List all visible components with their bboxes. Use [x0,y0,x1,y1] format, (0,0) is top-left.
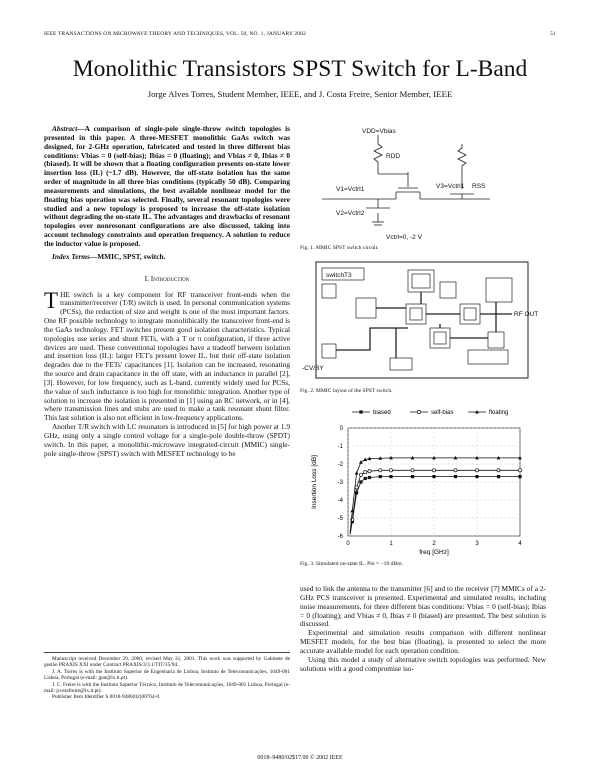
data-point-biased [518,475,521,478]
fig1-label-v2: V2=Vctrl2 [336,210,365,217]
y-tick-label: 0 [339,426,343,432]
figure-1-circuit [300,122,558,242]
footnote-manuscript: Manuscript received December 29, 2000; revised May 31, 2001. This work was supported by Gabinete de gestão PRAXIS XXI under Contract PRAXIS/3/3.1/TIT/35/94. [44,656,290,669]
data-point-biased [475,475,478,478]
data-point-self-bias [411,469,414,472]
x-tick-label: 3 [475,541,479,547]
y-tick-label: -2 [337,462,343,468]
data-point-self-bias [359,473,362,476]
right-column [300,585,546,673]
fig1-label-v1: V1=Vctrl1 [336,186,365,193]
data-point-biased [379,475,382,478]
copyright-footer: 0018–9480/02$17.00 © 2002 IEEE [257,755,343,761]
left-column [44,125,290,459]
figure-2-layout [300,258,558,384]
abstract-label: Abstract— [52,124,85,133]
data-point-biased [364,477,367,480]
right-paragraph-3: Using this model a study of alternative switch topologies was performed. New solutions with a good compromise iso- [300,654,546,673]
fig2-label-left-port: -CV/BY [302,365,324,372]
drop-cap: T [44,287,59,313]
series-line-self-bias [350,470,520,534]
figure-3-caption: Fig. 3. Simulated on-state IL. Pin = −10 dBm. [300,561,403,567]
legend-entry-biased: biased [373,410,391,416]
legend-marker-biased [359,410,362,413]
fig1-label-rss: RSS [472,183,486,190]
fig1-label-vdd: VDD=Vbias [362,128,396,135]
data-point-biased [389,475,392,478]
x-tick-label: 2 [432,541,436,547]
x-axis-label: freq [GHz] [419,549,449,556]
data-point-self-bias [475,469,478,472]
chart-legend [352,410,508,416]
data-point-biased [454,475,457,478]
figure-1-caption: Fig. 1. MMIC SPST switch circuit. [300,245,379,251]
legend-marker-self-bias [417,410,420,413]
footnote-freire: J. C. Freire is with the Instituto Superior Técnico, Instituto de Telecomunicações, 1049-001 Lisboa, Portugal (e-mail: jcostafreire@lx.it.pt). [44,681,290,695]
x-tick-label: 4 [518,541,522,547]
intro-paragraph-2: Another T/R switch with LC resonators is introduced in [5] for high power at 1.9 GHz, using only a single control voltage for a single-pole double-throw (SPDT) switch. In this paper, a monolithic-microwave integrated-circuit (MMIC) single-pole single-throw (SPST) switch with MESFET technology to be [44,422,290,458]
right-paragraph-1: used to link the antenna to the transmitter [6] and to the receiver [7] MMICs of a 2-GHz PCS transceiver is presented. Experimental and simulated results, including noise measurements, for three different bias conditions: Vbias = 0 (self-bias); Ibias = 0 (floating); and Vbias ≠ 0, Ibias ≠ 0 (biased) are presented. The best solution is discussed. [300,584,546,629]
fig1-label-vctrl: Vctrl=0, -2 V [386,234,422,241]
y-tick-label: -3 [337,480,343,486]
running-header: IEEE TRANSACTIONS ON MICROWAVE THEORY AND TECHNIQUES, VOL. 50, NO. 1, JANUARY 2002 [44,31,306,37]
data-point-self-bias [518,469,521,472]
data-point-self-bias [432,469,435,472]
y-tick-label: -4 [337,498,343,504]
index-terms [44,253,290,262]
series-self-bias [350,469,521,535]
data-point-floating [355,471,359,475]
x-tick-label: 1 [389,541,393,547]
footnotes [44,652,290,701]
data-point-self-bias [364,471,367,474]
series-floating [350,456,522,533]
chart-series [350,456,522,534]
page-number: 51 [550,31,556,37]
data-point-self-bias [368,470,371,473]
y-tick-label: -5 [337,516,343,522]
intro-paragraph-1-text: HE switch is a key component for RF transceiver front-ends when the transmitter/receiver (T/R) switch is used. In personal communication systems (PCSs), the reduction of size and weight is one of the most important factors. One RF possible technology to integrate monolithically the transceiver front-end is the GaAs technology. FET switches present good isolation characteristics. Typical topologies use series and shunt FETs, with a T or π configuration, if three active devices are used. These conventional topologies have a tradeoff between isolation and insertion loss (IL): larger FET's present lower IL, but their off-state isolation degrades due to the FETs' capacitances [1]. Isolation can be increased, resonating the source and drain capacitance in the off state, with an inductance in parallel [2], [3]. However, for low frequency, such as L-band, currently widely used for PCSs, the value of such inductance is too high for monolithic integration. Another type of solution to increase the isolation is presented in [1] using an RC network, or in [4], where transmission lines and stubs are used to make a tank resonant shunt filter. This last solution is also not efficient in low-frequency applications. [44,289,290,423]
legend-entry-self-bias: self-bias [431,410,454,416]
abstract-text: A comparison of single-pole single-throw switch topologies is presented in this paper. A three-MESFET monolithic GaAs switch was designed, for 2-GHz operation, fabricated and tested in three different bias conditions: Vbias = 0 (self-bias); Ibias = 0 (floating); and Vbias ≠ 0, Ibias ≠ 0 (biased). It will be shown that a floating configuration presents on-state lower insertion loss (IL) (~1.7 dB). However, the off-state isolation has the same order of magnitude in all three bias conditions (typically 50 dB). Comparing measurements and simulations, the best available nonlinear model for the floating bias operation was selected. Finally, several resonant topologies were studied and a new topology is proposed to increase the off-state isolation without degrading the on-state IL. The advantages and drawbacks of resonant topologies over nonresonant configurations are also discussed, taking into account technology constraints and operation frequency. A solution to reduce the inductor value is proposed. [44,124,290,248]
fig1-label-rdd: RDD [386,153,401,160]
paper-title: Monolithic Transistors SPST Switch for L-Band [72,56,528,82]
index-terms-label: Index Terms— [52,251,98,261]
data-point-biased [359,480,362,483]
data-point-self-bias [454,469,457,472]
abstract [44,125,290,249]
data-point-biased [497,475,500,478]
figure-2-caption: Fig. 2. MMIC layout of the SPST switch. [300,388,393,394]
y-tick-label: -6 [337,534,343,540]
data-point-self-bias [379,469,382,472]
data-point-biased [368,476,371,479]
data-point-self-bias [497,469,500,472]
right-paragraph-2: Experimental and simulation results comparison with different nonlinear MESFET models, for the best bias (floating), is presented to select the more accurate available model for each operation condition. [300,628,546,655]
chart-ticks [338,426,523,547]
chart-grid [348,428,520,536]
series-line-biased [350,477,520,535]
intro-paragraph-1 [44,287,290,424]
index-terms-text: MMIC, SPST, switch. [97,251,166,261]
y-tick-label: -1 [337,444,343,450]
data-point-biased [432,475,435,478]
fig1-label-v3: V3=Vctrl1 [436,183,465,190]
fig2-label-switch: switchT3 [326,272,352,279]
data-point-biased [411,475,414,478]
section-heading-introduction: I. Introduction [144,273,190,283]
footnote-torres: J. A. Torres is with the Instituto Superior de Engenharia de Lisboa, Instituto de Telecomunicações, 1049-001 Lisboa, Portugal (e-mail: jpat@lx.it.pt). [44,668,290,682]
series-biased [350,475,521,534]
figure-3-chart [300,400,558,558]
x-tick-label: 0 [346,541,350,547]
author-line: Jorge Alves Torres, Student Member, IEEE, and J. Costa Freire, Senior Member, IEEE [147,89,453,99]
footnote-publisher: Publisher Item Identifier S 0018-9480(02)00764-0. [52,694,161,701]
legend-entry-floating: floating [489,410,509,416]
fig2-label-rf-out: RF OUT [514,311,539,318]
data-point-floating [359,460,363,464]
y-axis-label: Insertion Loss [dB] [311,455,318,509]
data-point-self-bias [389,469,392,472]
